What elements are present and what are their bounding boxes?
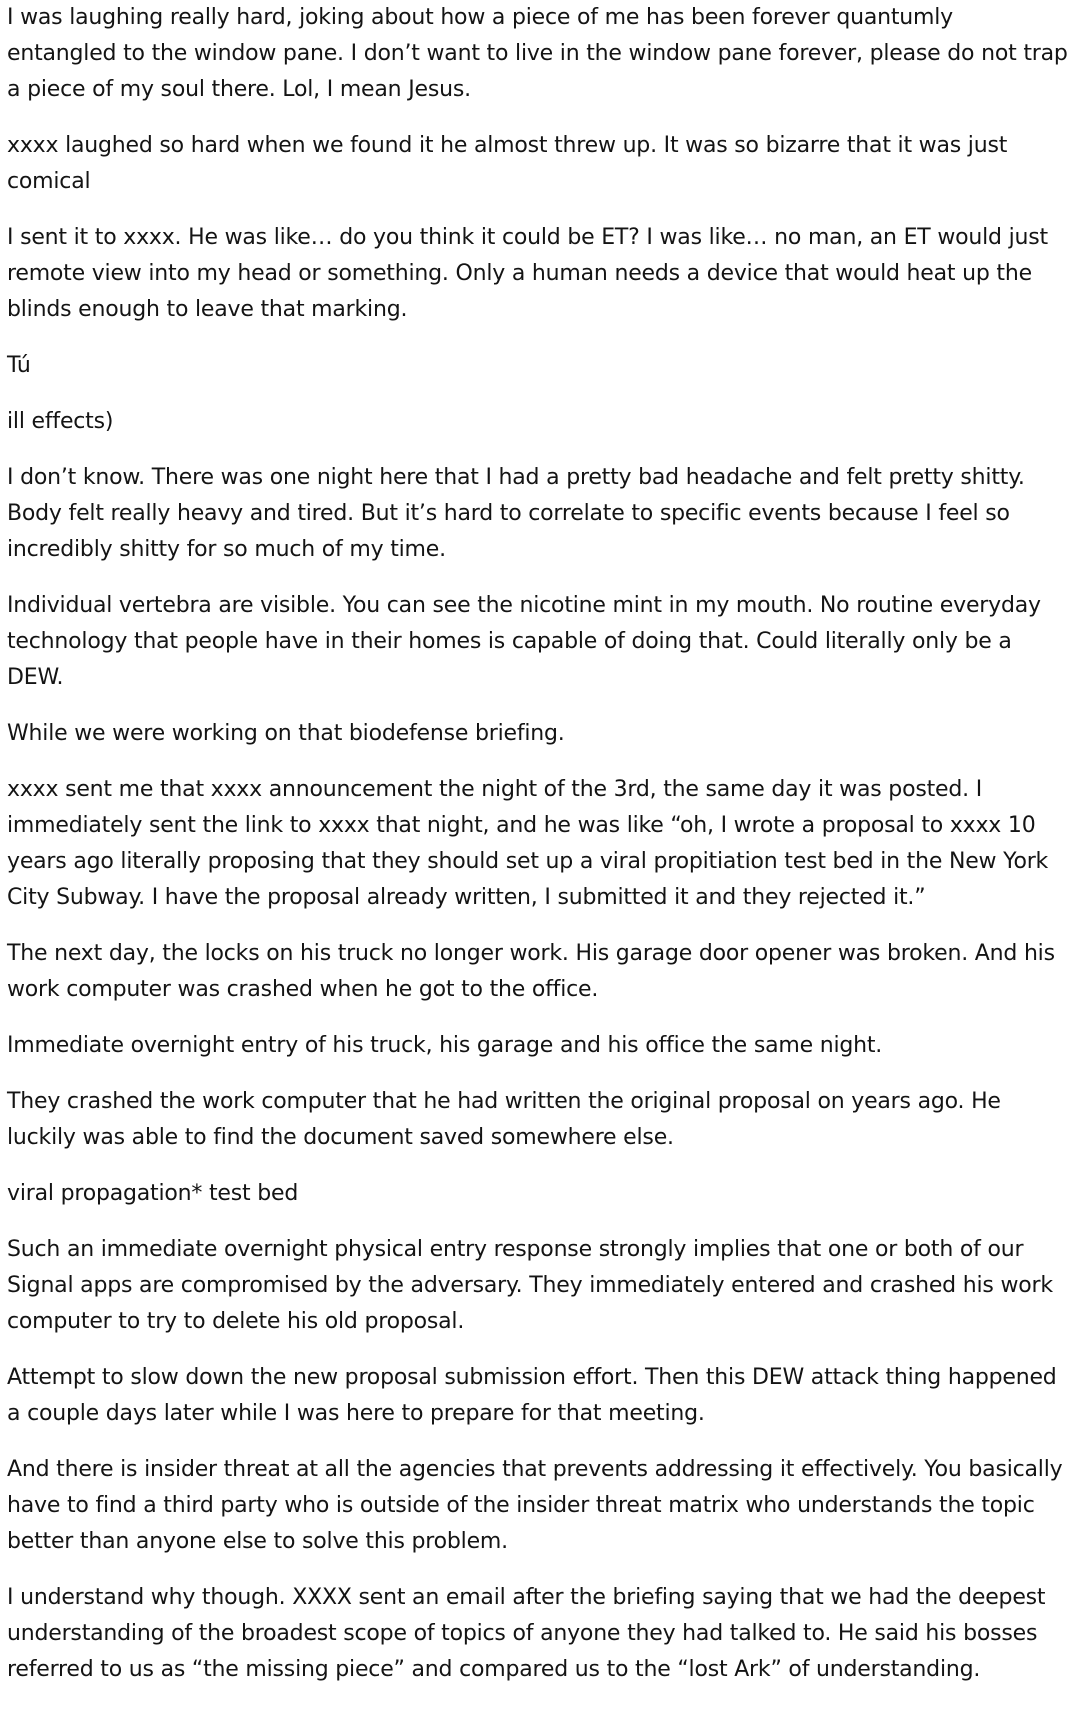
paragraph-understand-why: I understand why though. XXXX sent an email after the briefing saying that we had the deepest understanding of the broadest scope of topics of anyone they had talked to. He said his bosses referred to us as “the missing piece” and compared us to the “lost Ark” of understanding. bbox=[7, 1585, 1046, 1682]
paragraph-threw-up: xxxx laughed so hard when we found it he almost threw up. It was so bizarre that it was just comical bbox=[7, 133, 1008, 194]
paragraph-vertebra: Individual vertebra are visible. You can see the nicotine mint in my mouth. No routine everyday technology that people have in their homes is capable of doing that. Could literally only be a DEW. bbox=[7, 593, 1041, 690]
paragraph-crashed-computer: They crashed the work computer that he had written the original proposal on years ago. He luckily was able to find the document saved somewhere else. bbox=[7, 1089, 1001, 1150]
document-body bbox=[7, 0, 1069, 1708]
paragraph-announcement: xxxx sent me that xxxx announcement the night of the 3rd, the same day it was posted. I immediately sent the link to xxxx that night, and he was like “oh, I wrote a proposal to xxxx 10 years ago literally proposing that they should set up a viral propitiation test bed in the New York City Subway. I have the proposal already written, I submitted it and they rejected it.” bbox=[7, 777, 1049, 910]
paragraph-signal: Such an immediate overnight physical entry response strongly implies that one or both of our Signal apps are compromised by the adversary. They immediately entered and crashed his work computer to try to delete his old proposal. bbox=[7, 1237, 1053, 1334]
paragraph-insider-threat: And there is insider threat at all the agencies that prevents addressing it effectively. You basically have to find a third party who is outside of the insider threat matrix who understands the topic better than anyone else to solve this problem. bbox=[7, 1457, 1063, 1554]
paragraph-tu: Tú bbox=[7, 353, 31, 378]
paragraph-et: I sent it to xxxx. He was like… do you think it could be ET? I was like… no man, an ET would just remote view into my head or something. Only a human needs a device that would heat up the blinds enough to leave that marking. bbox=[7, 225, 1048, 322]
paragraph-overnight-entry: Immediate overnight entry of his truck, his garage and his office the same night. bbox=[7, 1033, 883, 1058]
paragraph-slow-down: Attempt to slow down the new proposal submission effort. Then this DEW attack thing happened a couple days later while I was here to prepare for that meeting. bbox=[7, 1365, 1057, 1426]
paragraph-correction: viral propagation* test bed bbox=[7, 1181, 299, 1206]
paragraph-biodefense: While we were working on that biodefense briefing. bbox=[7, 721, 565, 746]
paragraph-ill-effects: ill effects) bbox=[7, 409, 114, 434]
paragraph-laughing: I was laughing really hard, joking about how a piece of me has been forever quantumly entangled to the window pane. I don’t want to live in the window pane forever, please do not trap a piece of my soul there. Lol, I mean Jesus. bbox=[7, 5, 1068, 102]
paragraph-headache: I don’t know. There was one night here that I had a pretty bad headache and felt pretty shitty. Body felt really heavy and tired. But it’s hard to correlate to specific events because I feel so incredibly shitty for so much of my time. bbox=[7, 465, 1025, 562]
paragraph-next-day: The next day, the locks on his truck no longer work. His garage door opener was broken. And his work computer was crashed when he got to the office. bbox=[7, 941, 1055, 1002]
